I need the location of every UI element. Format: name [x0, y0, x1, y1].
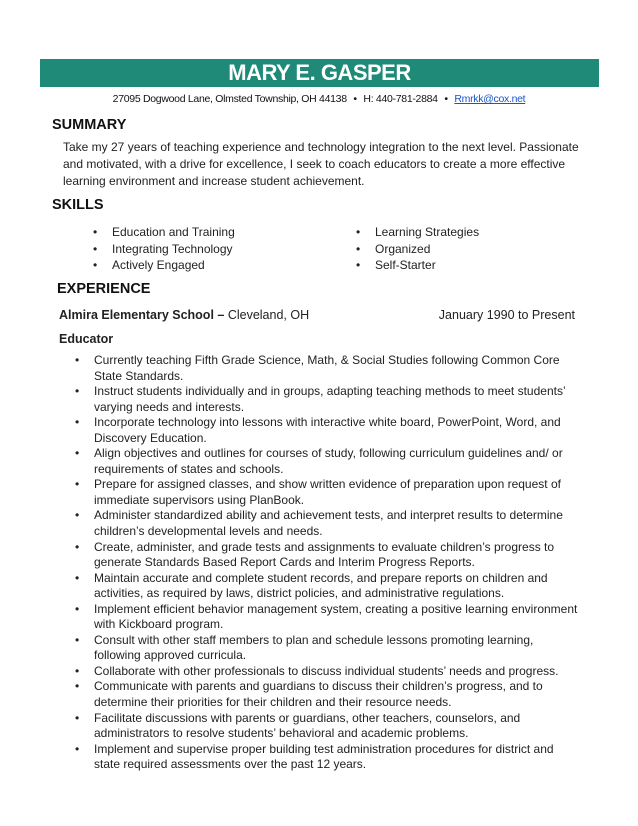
- summary-section: [63, 139, 583, 190]
- skill-item: • Actively Engaged: [93, 257, 235, 274]
- contact-line: [0, 92, 638, 106]
- skill-item: • Organized: [356, 241, 479, 258]
- duty-item: • Administer standardized ability and achievement tests, and interpret results to determine children’s developmental levels and needs.: [75, 508, 580, 539]
- duty-item: • Collaborate with other professionals to discuss individual students’ needs and progress.: [75, 664, 580, 680]
- duty-item: • Implement and supervise proper building test administration procedures for district and state required assessments over the past 12 years.: [75, 742, 580, 773]
- job-title: Educator: [59, 332, 114, 346]
- duty-item: • Align objectives and outlines for courses of study, following curriculum guidelines and/ or requirements of states and schools.: [75, 446, 580, 477]
- skill-item: • Education and Training: [93, 224, 235, 241]
- duty-item: • Consult with other staff members to plan and schedule lessons promoting learning, following approved curricula.: [75, 633, 580, 664]
- job-location: Cleveland, OH: [224, 308, 310, 322]
- summary-heading: SUMMARY: [52, 117, 127, 133]
- duty-item: • Instruct students individually and in groups, adapting teaching methods to meet students’ varying needs and interests.: [75, 384, 580, 415]
- duty-item: • Communicate with parents and guardians to discuss their children’s progress, and to determine their priorities for their children and their resource needs.: [75, 679, 580, 710]
- candidate-name: MARY E. GASPER: [228, 60, 411, 85]
- skills-column-left: [93, 224, 235, 274]
- skill-item: • Self-Starter: [356, 257, 479, 274]
- duty-item: • Prepare for assigned classes, and show written evidence of preparation upon request of immediate supervisors using PlanBook.: [75, 477, 580, 508]
- employer-name: Almira Elementary School –: [59, 308, 225, 322]
- duty-item: • Create, administer, and grade tests and assignments to evaluate children’s progress to generate Standards Based Report Cards and Interim Progress Reports.: [75, 540, 580, 571]
- summary-text: Take my 27 years of teaching experience and technology integration to the next level. Passionate and motivated, with a drive for excellence, I seek to coach educators to create a more effective learning environment and increase student achievement.: [63, 140, 579, 188]
- phone: H: 440-781-2884: [363, 93, 438, 105]
- job-header: [59, 307, 575, 324]
- experience-heading: EXPERIENCE: [57, 281, 151, 297]
- skills-heading: SKILLS: [52, 197, 104, 213]
- duties-list: [75, 353, 580, 773]
- address: 27095 Dogwood Lane, Olmsted Township, OH 44138: [112, 93, 347, 105]
- duty-item: • Currently teaching Fifth Grade Science, Math, & Social Studies following Common Core State Standards.: [75, 353, 580, 384]
- skill-item: • Integrating Technology: [93, 241, 235, 258]
- duty-item: • Facilitate discussions with parents or guardians, other teachers, counselors, and administrators to resolve students’ behavioral and academic problems.: [75, 711, 580, 742]
- duty-item: • Incorporate technology into lessons with interactive white board, PowerPoint, Word, and Discovery Education.: [75, 415, 580, 446]
- skill-item: • Learning Strategies: [356, 224, 479, 241]
- duty-item: • Maintain accurate and complete student records, and prepare reports on children and activities, as required by laws, district policies, and administrative regulations.: [75, 571, 580, 602]
- name-banner: [40, 59, 599, 87]
- skills-column-right: [356, 224, 479, 274]
- contact-separator: •: [353, 93, 357, 105]
- job-dates: January 1990 to Present: [438, 308, 575, 322]
- email-link[interactable]: Rmrkk@cox.net: [454, 93, 526, 105]
- contact-separator: •: [444, 93, 448, 105]
- duty-item: • Implement efficient behavior management system, creating a positive learning environment with Kickboard program.: [75, 602, 580, 633]
